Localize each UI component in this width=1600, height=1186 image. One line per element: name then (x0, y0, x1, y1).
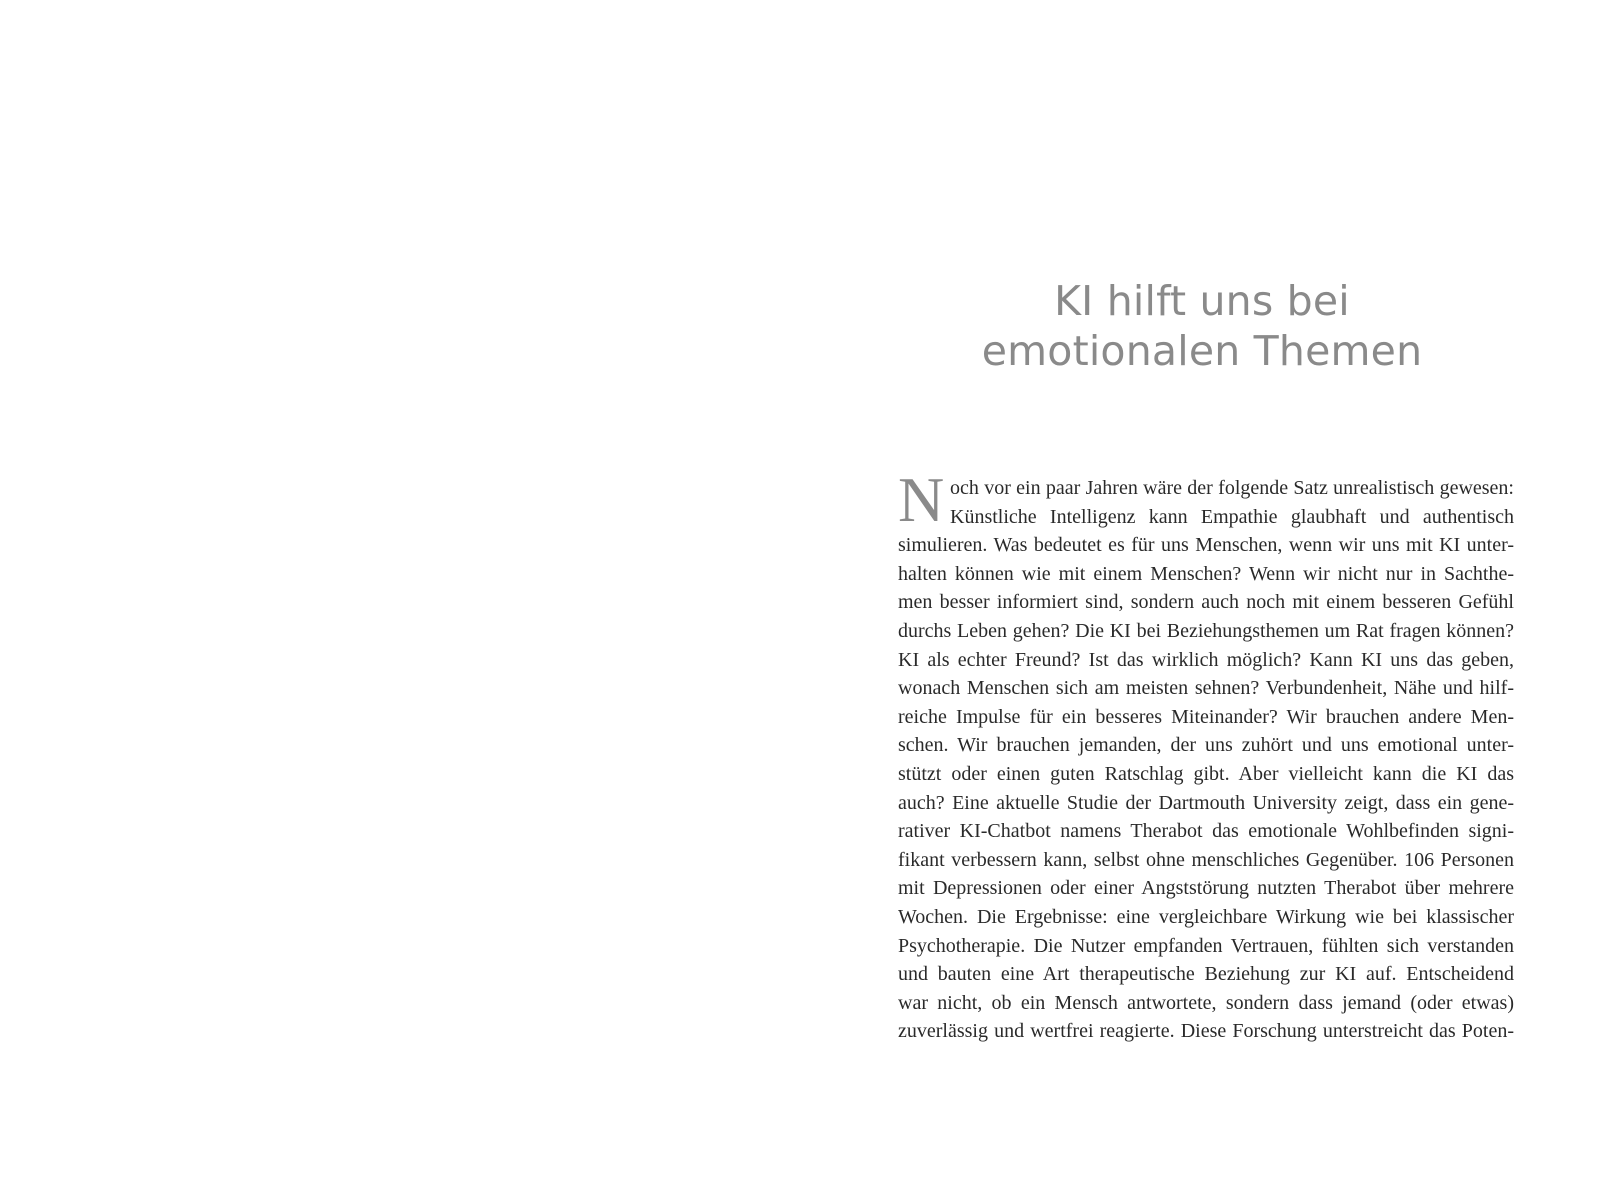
text-line: war nicht, ob ein Mensch antwortete, sondern dass jemand (oder etwas) (898, 991, 1514, 1014)
text-line: simulieren. Was bedeutet es für uns Menschen, wenn wir uns mit KI unter- (898, 534, 1514, 557)
text-line: zuverlässig und wertfrei reagierte. Diese Forschung unterstreicht das Poten- (898, 1020, 1514, 1043)
text-line: reiche Impulse für ein besseres Miteinander? Wir brauchen andere Men- (898, 705, 1514, 728)
text-line: Psychotherapie. Die Nutzer empfanden Vertrauen, fühlten sich verstanden (898, 934, 1514, 957)
drop-cap: N (898, 464, 945, 535)
text-line: auch? Eine aktuelle Studie der Dartmouth University zeigt, dass ein gene- (898, 791, 1514, 814)
text-line: und bauten eine Art therapeutische Beziehung zur KI auf. Entscheidend (898, 963, 1514, 986)
chapter-title (894, 276, 1510, 376)
text-line: KI als echter Freund? Ist das wirklich möglich? Kann KI uns das geben, (898, 648, 1514, 671)
chapter-title-line-1: KI hilft uns bei (1054, 277, 1350, 325)
text-line: men besser informiert sind, sondern auch noch mit einem besseren Gefühl (898, 591, 1514, 614)
chapter-title-line-2: emotionalen Themen (981, 327, 1423, 375)
text-line: fikant verbessern kann, selbst ohne menschliches Gegenüber. 106 Personen (898, 848, 1514, 871)
text-line: halten können wie mit einem Menschen? Wenn wir nicht nur in Sachthe- (898, 562, 1514, 585)
text-line: stützt oder einen guten Ratschlag gibt. Aber vielleicht kann die KI das (898, 762, 1514, 785)
text-line: rativer KI-Chatbot namens Therabot das emotionale Wohlbefinden signi- (898, 820, 1514, 843)
text-line: schen. Wir brauchen jemanden, der uns zuhört und uns emotional unter- (898, 734, 1514, 757)
text-line: durchs Leben gehen? Die KI bei Beziehungsthemen um Rat fragen können? (898, 619, 1514, 642)
text-line: och vor ein paar Jahren wäre der folgende Satz unrealistisch gewesen: (950, 477, 1514, 499)
text-line: Wochen. Die Ergebnisse: eine vergleichbare Wirkung wie bei klassischer (898, 905, 1514, 928)
body-paragraph (898, 464, 1514, 1046)
text-line: wonach Menschen sich am meisten sehnen? Verbundenheit, Nähe und hilf- (898, 677, 1514, 700)
text-line: Künstliche Intelligenz kann Empathie glaubhaft und authentisch (950, 505, 1514, 528)
text-line: mit Depressionen oder einer Angststörung nutzten Therabot über mehrere (898, 877, 1514, 900)
